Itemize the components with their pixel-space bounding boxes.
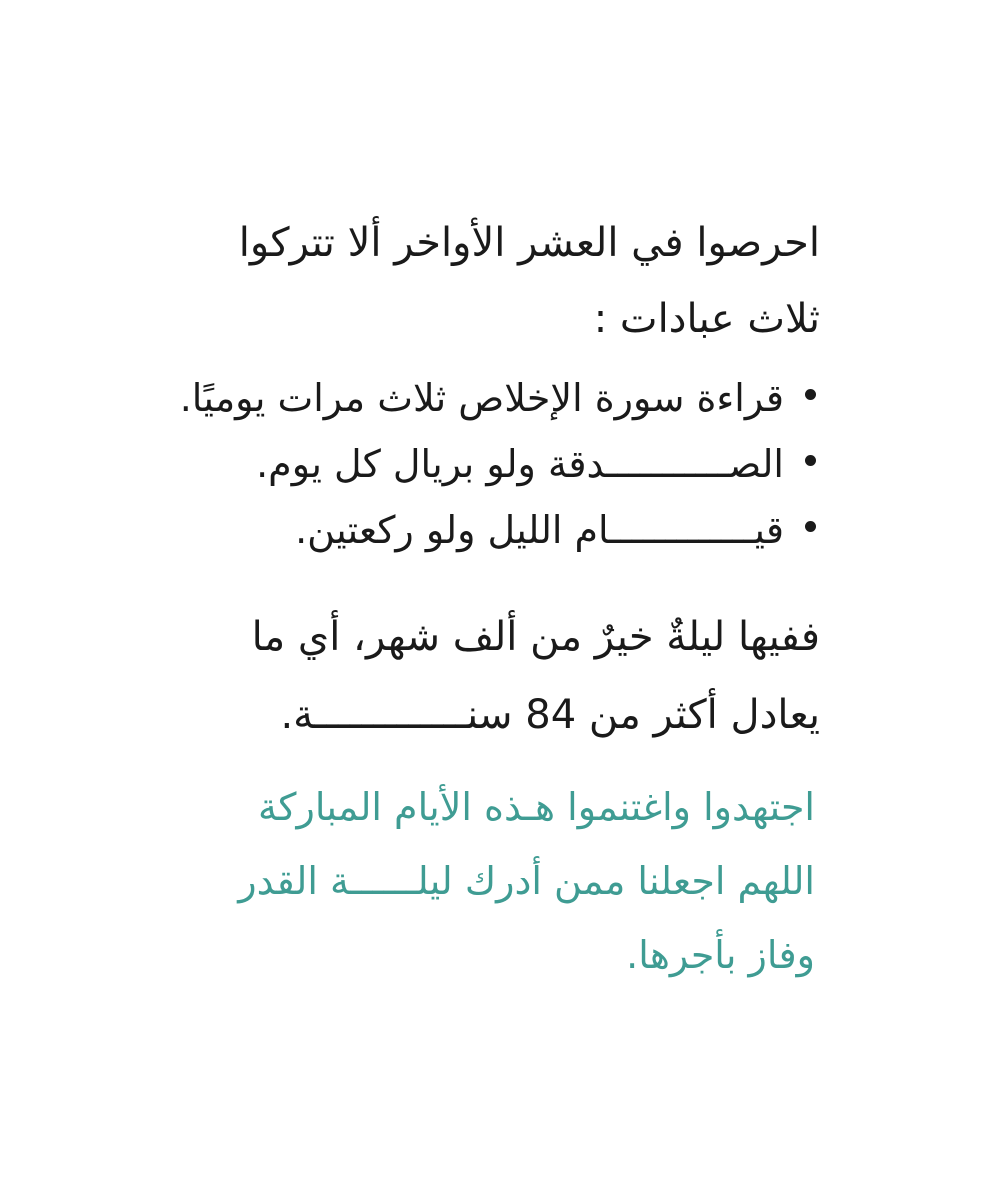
list-item xyxy=(180,431,820,497)
bullet-icon xyxy=(805,389,816,400)
dua-paragraph xyxy=(195,770,815,992)
virtue-line-1: ففيها ليلةٌ خيرٌ من ألف شهر، أي ما xyxy=(251,614,820,660)
list-item xyxy=(180,365,820,431)
bullet-icon xyxy=(805,521,816,532)
intro-line-2: ثلاث عبادات : xyxy=(593,296,820,342)
intro-line-1: احرصوا في العشر الأواخر ألا تتركوا xyxy=(238,220,820,266)
list-item-text: قراءة سورة الإخلاص ثلاث مرات يوميًا. xyxy=(179,376,784,420)
list-item-text: الصـــــــــــدقة ولو بريال كل يوم. xyxy=(256,442,784,486)
list-item xyxy=(180,497,820,563)
virtue-line-2: يعادل أكثر من 84 سنـــــــــــــة. xyxy=(280,692,820,738)
dua-line-1: اجتهدوا واغتنموا هـذه الأيام المباركة xyxy=(258,785,815,829)
list-item-text: قيـــــــــــــام الليل ولو ركعتين. xyxy=(295,508,784,552)
intro-paragraph xyxy=(180,205,820,357)
virtue-paragraph xyxy=(180,598,820,754)
dua-line-3: وفاز بأجرها. xyxy=(626,933,815,977)
worship-list xyxy=(180,365,820,563)
bullet-icon xyxy=(805,455,816,466)
dua-line-2: اللهم اجعلنا ممن أدرك ليلــــــة القدر xyxy=(238,859,815,903)
